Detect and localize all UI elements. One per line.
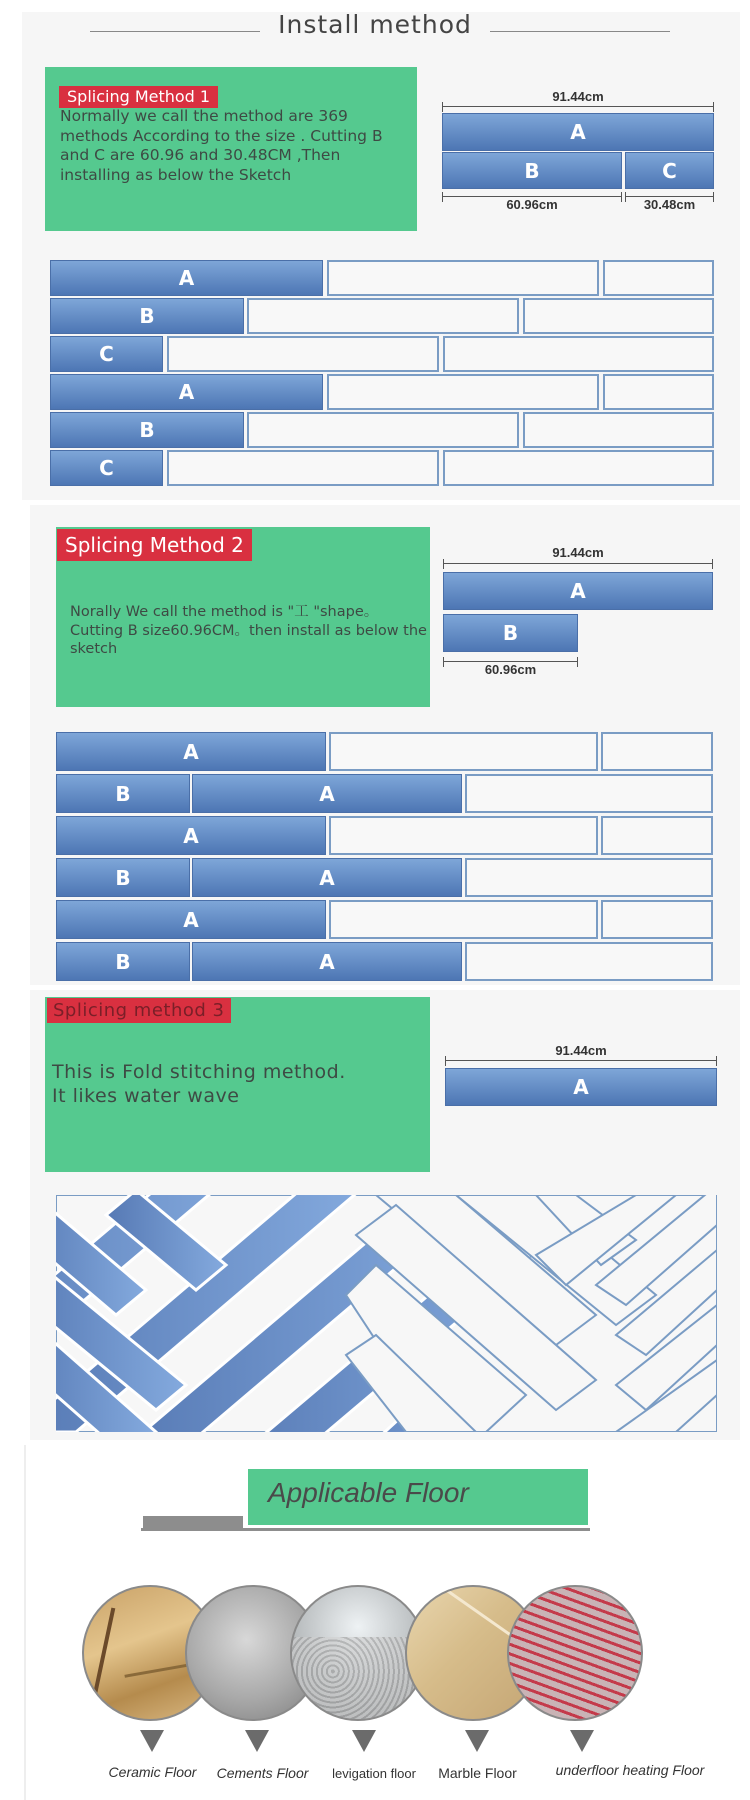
chevron-down-icon bbox=[570, 1730, 594, 1752]
m2-row5-blank bbox=[601, 900, 713, 939]
method-2-tag: Splicing Method 2 bbox=[57, 529, 252, 561]
method-1-legend-a: A bbox=[442, 113, 714, 151]
m1-row3-blank bbox=[167, 336, 439, 372]
method-2-legend-a: A bbox=[443, 572, 713, 610]
m2-row2-tile-a: A bbox=[192, 774, 462, 813]
method-1-tag: Splicing Method 1 bbox=[59, 86, 218, 108]
m2-row3-tile-a: A bbox=[56, 816, 326, 855]
m2-row2-tile-b: B bbox=[56, 774, 190, 813]
method-1-description: Normally we call the method are 369 methods According to the size . Cutting B and C are 60.96 and 30.48CM ,Then installing as below the Sketch bbox=[60, 107, 383, 184]
m1-row6-blank bbox=[167, 450, 439, 486]
m2-row4-blank bbox=[465, 858, 713, 897]
m1-row1-tile-a: A bbox=[50, 260, 323, 296]
method-3-description-line-2: It likes water wave bbox=[52, 1085, 240, 1107]
m1-row4-blank bbox=[327, 374, 599, 410]
chevron-down-icon bbox=[465, 1730, 489, 1752]
m1-row6-blank bbox=[443, 450, 714, 486]
floor-title-shadow-bar bbox=[143, 1516, 243, 1528]
method-3-dim-total-label: 91.44cm bbox=[555, 1043, 607, 1058]
floor-label-ceramic: Ceramic Floor bbox=[108, 1764, 197, 1780]
m1-row5-blank bbox=[523, 412, 714, 448]
method-2-dim-b-label: 60.96cm bbox=[484, 662, 537, 677]
method-2-legend-b: B bbox=[443, 614, 578, 652]
m2-row6-tile-b: B bbox=[56, 942, 190, 981]
m1-row4-tile-a: A bbox=[50, 374, 323, 410]
m2-row6-blank bbox=[465, 942, 713, 981]
method-3-tag: Splicing method 3 bbox=[47, 998, 231, 1023]
m2-row1-tile-a: A bbox=[56, 732, 326, 771]
method-1-legend-c: C bbox=[625, 152, 714, 189]
m1-row1-blank bbox=[603, 260, 714, 296]
method-1-dim-b-label: 60.96cm bbox=[506, 197, 558, 212]
m1-row3-tile-c: C bbox=[50, 336, 163, 372]
chevron-down-icon bbox=[245, 1730, 269, 1752]
m2-row1-blank bbox=[601, 732, 713, 771]
m2-row4-tile-a: A bbox=[192, 858, 462, 897]
method-1-dim-c-label: 30.48cm bbox=[643, 197, 696, 212]
m2-row1-blank bbox=[329, 732, 598, 771]
m2-row2-blank bbox=[465, 774, 713, 813]
m1-row4-blank bbox=[603, 374, 714, 410]
m1-row2-blank bbox=[247, 298, 519, 334]
m1-row6-tile-c: C bbox=[50, 450, 163, 486]
m2-row3-blank bbox=[601, 816, 713, 855]
floor-label-cements: Cements Floor bbox=[216, 1765, 309, 1781]
m2-row6-tile-a: A bbox=[192, 942, 462, 981]
m1-row5-tile-b: B bbox=[50, 412, 244, 448]
method-1-legend-b: B bbox=[442, 152, 622, 189]
m1-row2-blank bbox=[523, 298, 714, 334]
page-title: Install method bbox=[278, 10, 472, 39]
m2-row3-blank bbox=[329, 816, 598, 855]
floor-label-marble: Marble Floor bbox=[438, 1765, 517, 1781]
floor-title: Applicable Floor bbox=[268, 1477, 469, 1508]
m2-row4-tile-b: B bbox=[56, 858, 190, 897]
m1-row2-tile-b: B bbox=[50, 298, 244, 334]
method-2-description: Norally We call the method is "工 "shape。Cutting B size60.96CM。then install as below the sketch bbox=[70, 604, 427, 657]
m1-row5-blank bbox=[247, 412, 519, 448]
m2-row5-tile-a: A bbox=[56, 900, 326, 939]
chevron-down-icon bbox=[140, 1730, 164, 1752]
chevron-down-icon bbox=[352, 1730, 376, 1752]
method-1-dim-total-label: 91.44cm bbox=[552, 89, 604, 104]
m1-row3-blank bbox=[443, 336, 714, 372]
method-2-dim-total-label: 91.44cm bbox=[552, 545, 604, 560]
method-3-herringbone-diagram bbox=[56, 1195, 717, 1432]
m2-row5-blank bbox=[329, 900, 598, 939]
floor-label-underfloor-heating: underfloor heating Floor bbox=[555, 1762, 705, 1778]
floor-title-underline bbox=[141, 1528, 590, 1531]
floor-label-levigation: levigation floor bbox=[332, 1766, 416, 1781]
m1-row1-blank bbox=[327, 260, 599, 296]
underfloor-heating-photo bbox=[507, 1585, 643, 1721]
method-3-description-line-1: This is Fold stitching method. bbox=[52, 1061, 346, 1083]
method-3-legend-a: A bbox=[445, 1068, 717, 1106]
